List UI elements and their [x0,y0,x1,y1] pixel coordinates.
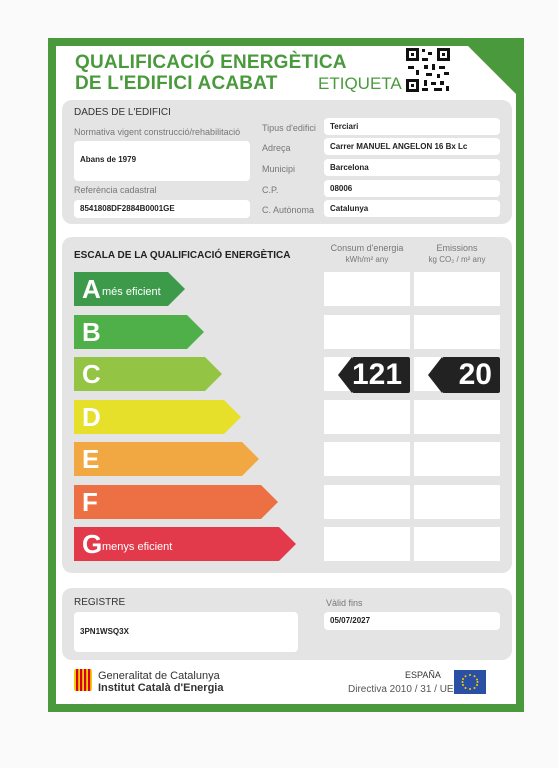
emissions-value: 20 [458,358,492,391]
corner-decoration [460,38,524,102]
emissions-header-title: Emissions [436,243,478,253]
autonoma-field: Catalunya [324,200,500,217]
title-line-1: QUALIFICACIÓ ENERGÈTICA [75,52,347,73]
consum-cell-d [324,400,410,434]
title-line-2: DE L'EDIFICI ACABAT [75,73,278,94]
referencia-label: Referència cadastral [74,185,157,195]
consum-cell-b [324,315,410,349]
consum-header-title: Consum d'energia [330,243,404,253]
consum-value-pointer [338,357,352,393]
consum-header [324,242,410,266]
emissions-cell-a [414,272,500,306]
arrow-tip [261,485,278,519]
emissions-cell-g [414,527,500,561]
energy-class-note: més eficient [102,286,161,298]
consum-cell-e [324,442,410,476]
valid-label: Vàlid fins [326,598,363,608]
arrow-tip [279,527,296,561]
tipus-label: Tipus d'edifici [262,123,316,133]
cp-field: 08006 [324,180,500,197]
normativa-field: Abans de 1979 [74,141,250,181]
footer-directive: Directiva 2010 / 31 / UE [348,684,454,695]
energy-class-e-arrow [74,442,259,476]
emissions-header-unit: kg CO₂ / m² any [428,255,486,264]
emissions-cell-d [414,400,500,434]
cp-label: C.P. [262,185,279,195]
energy-class-b-arrow [74,315,204,349]
autonoma-label: C. Autònoma [262,205,315,215]
energy-class-letter: F [82,487,98,517]
municipi-label: Municipi [262,164,296,174]
energy-class-d-arrow [74,400,241,434]
energy-class-letter: G [82,529,103,559]
adreca-label: Adreça [262,143,291,153]
footer-country: ESPAÑA [405,670,441,680]
consum-cell-g [324,527,410,561]
consum-cell-f [324,485,410,519]
footer-org-2: Institut Català d'Energia [98,682,224,694]
energy-class-note: menys eficient [102,541,173,553]
etiqueta-label: ETIQUETA [318,74,402,93]
energy-class-letter: E [82,444,100,474]
energy-class-g-arrow [74,527,296,561]
emissions-value-pointer [428,357,442,393]
generalitat-logo-icon [74,669,92,691]
emissions-cell-b [414,315,500,349]
consum-value-tag [352,357,410,393]
building-section-title: DADES DE L'EDIFICI [74,107,171,118]
arrow-tip [168,272,185,306]
arrow-tip [205,357,222,391]
consum-value: 121 [352,358,403,391]
energy-class-letter: B [82,317,101,347]
normativa-label: Normativa vigent construcció/rehabilitació [74,127,241,137]
emissions-cell-e [414,442,500,476]
consum-cell-a [324,272,410,306]
emissions-header [414,242,500,266]
qr-code-icon [404,46,452,94]
energy-class-letter: C [82,359,101,389]
tipus-field: Terciari [324,118,500,135]
municipi-field: Barcelona [324,159,500,176]
arrow-tip [187,315,204,349]
footer-org-1: Generalitat de Catalunya [98,670,220,682]
arrow-tip [242,442,259,476]
emissions-cell-f [414,485,500,519]
arrow-body [74,485,261,519]
energy-class-letter: D [82,402,101,432]
eu-flag-icon [454,670,486,694]
energy-class-a-arrow [74,272,185,306]
registre-field: 3PN1WSQ3X [74,612,298,652]
energy-class-c-arrow [74,357,222,391]
scale-title: ESCALA DE LA QUALIFICACIÓ ENERGÈTICA [74,250,291,261]
referencia-field: 8541808DF2884B0001GE [74,200,250,218]
valid-field: 05/07/2027 [324,612,500,630]
arrow-tip [224,400,241,434]
energy-class-f-arrow [74,485,278,519]
adreca-field: Carrer MANUEL ANGELON 16 Bx Lc [324,138,500,155]
emissions-value-tag [442,357,500,393]
energy-class-letter: A [82,274,101,304]
consum-header-unit: kWh/m² any [345,255,389,264]
registre-label: REGISTRE [74,597,126,608]
